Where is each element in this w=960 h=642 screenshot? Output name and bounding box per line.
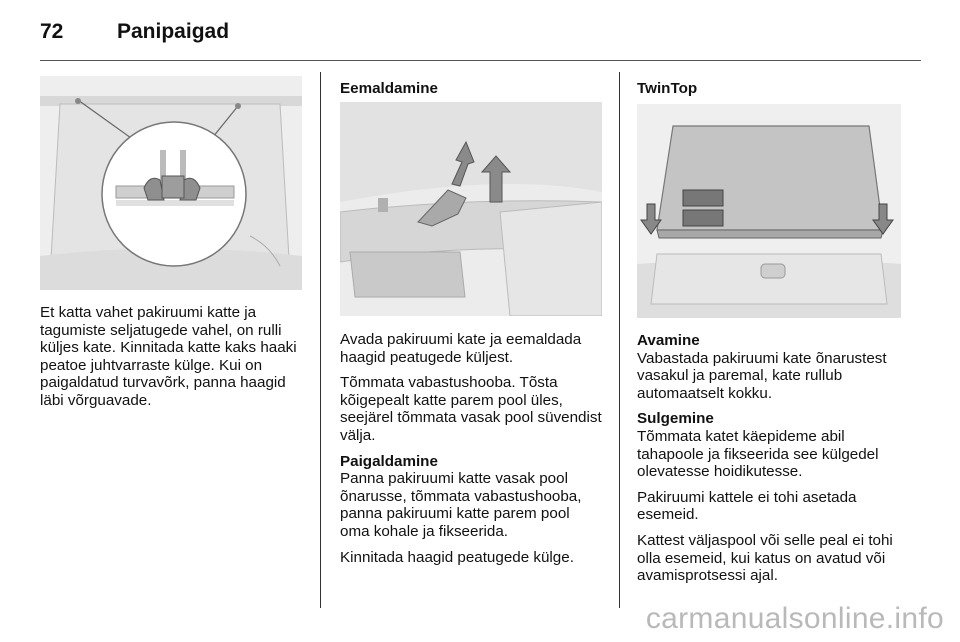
page-number: 72 bbox=[40, 20, 64, 43]
twintop-text-block bbox=[637, 332, 903, 593]
opening-heading: Avamine bbox=[637, 332, 700, 349]
figure-hooks-headrest bbox=[40, 76, 302, 290]
removal-step-1: Avada pakiruumi kate ja eemaldada haagid peatugede küljest. bbox=[340, 331, 582, 366]
removal-heading: Eemaldamine bbox=[340, 80, 438, 97]
twintop-heading: TwinTop bbox=[637, 80, 698, 97]
removal-illustration bbox=[340, 102, 602, 316]
closing-text: Tõmmata katet käepideme abil tahapoole ja fikseerida see külgedel olevatesse hoidikutesse. bbox=[637, 427, 879, 481]
cover-hook-illustration bbox=[40, 76, 302, 290]
figure-twintop bbox=[637, 104, 901, 318]
header-divider bbox=[40, 60, 921, 61]
intro-paragraph: Et katta vahet pakiruumi katte ja tagumiste seljatugede vahel, on rulli küljes kate. Kinnitada katte kaks haaki peatoe juhtvarraste külge. Kui on paigaldatud turvavõrk, panna haagid läbi võrguavade. bbox=[40, 304, 297, 409]
warning-no-objects: Pakiruumi kattele ei tohi asetada esemeid. bbox=[637, 488, 857, 524]
installation-step-1: Panna pakiruumi katte vasak pool õnarusse, tõmmata vabastushooba, panna pakiruumi katte parem pool oma kohale ja fikseerida. bbox=[340, 470, 582, 540]
removal-step-2: Tõmmata vabastushooba. Tõsta kõigepealt katte parem pool üles, seejärel tõmmata vasak pool süvendist välja. bbox=[340, 374, 602, 444]
page-title: Panipaigad bbox=[117, 20, 230, 43]
installation-heading: Paigaldamine bbox=[340, 452, 438, 470]
closing-heading: Sulgemine bbox=[637, 410, 714, 428]
installation-step-2: Kinnitada haagid peatugede külge. bbox=[340, 548, 574, 566]
removal-text-block bbox=[340, 331, 602, 574]
opening-text: Vabastada pakiruumi kate õnarustest vasakul ja paremal, kate rullub automaatselt kokku. bbox=[637, 349, 887, 402]
site-watermark: carmanualsonline.info bbox=[645, 602, 944, 635]
intro-paragraph-block bbox=[40, 304, 302, 418]
column-divider-2 bbox=[619, 72, 620, 608]
twintop-cover-illustration bbox=[637, 104, 901, 318]
column-divider-1 bbox=[320, 72, 321, 608]
figure-removal bbox=[340, 102, 602, 316]
warning-roof-open: Kattest väljaspool või selle peal ei tohi olla esemeid, kui katus on avatud või avamisprotsessi ajal. bbox=[637, 531, 893, 585]
page-header bbox=[40, 14, 920, 54]
